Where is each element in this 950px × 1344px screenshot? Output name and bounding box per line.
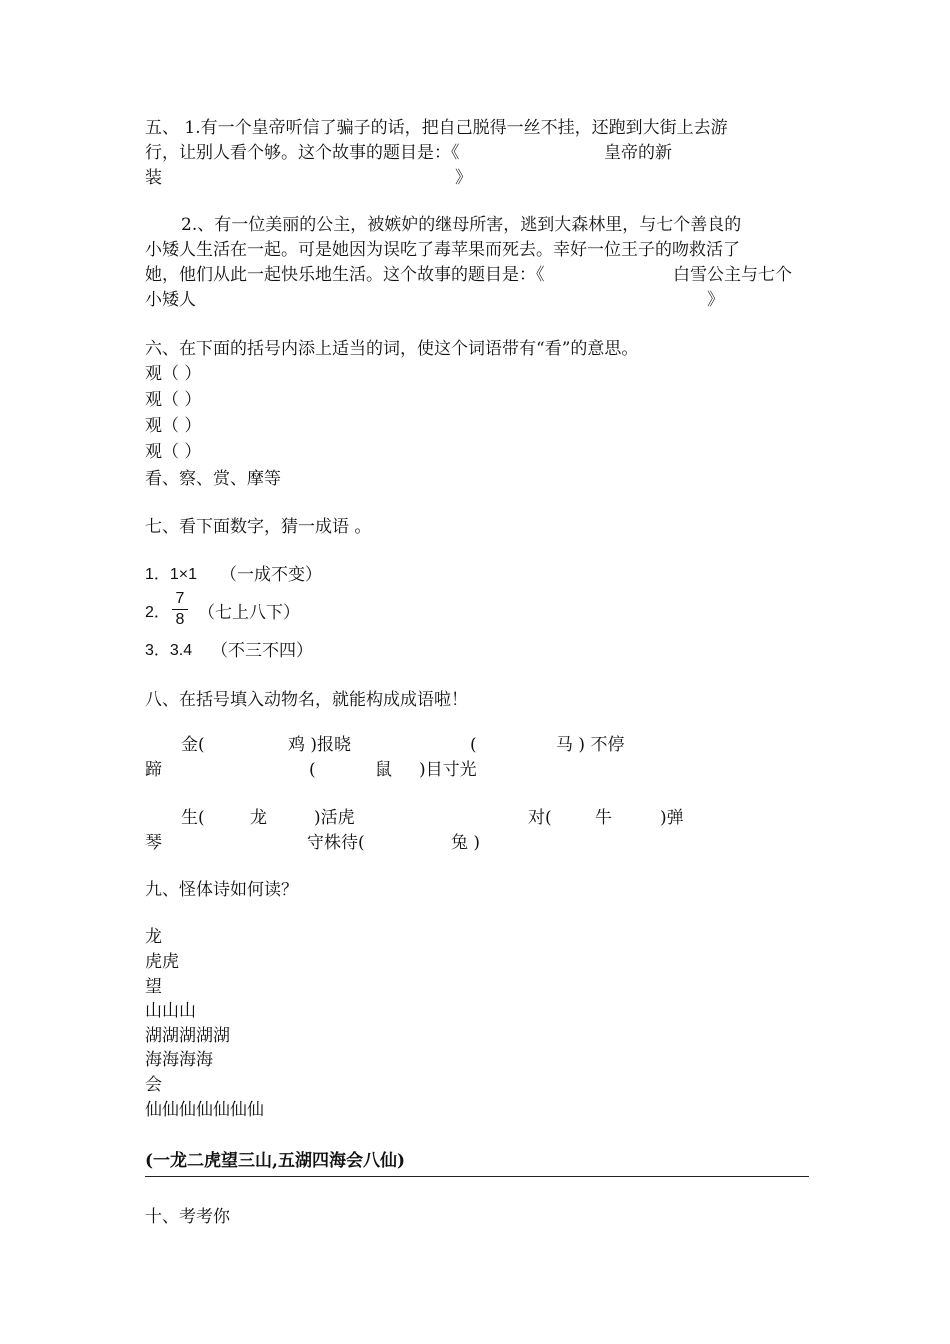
q8-row3-e: 牛 xyxy=(595,808,612,828)
q6-item: 观（ ） xyxy=(145,442,202,462)
q8-title: 八、在括号填入动物名，就能构成成语啦！ xyxy=(145,690,468,710)
q9-poem-line: 湖湖湖湖湖 xyxy=(145,1026,230,1046)
fraction-seven-eighths xyxy=(172,590,188,629)
q10-title: 十、考考你 xyxy=(145,1207,230,1227)
q5-p2-line-3b: 白雪公主与七个 xyxy=(673,265,792,285)
q7-item-3-number: 3．3.4 xyxy=(145,642,193,659)
q6-item: 观（ ） xyxy=(145,390,202,410)
q8-row1-a: 金( xyxy=(181,735,205,755)
q5-p2-line-2: 小矮人生活在一起。可是她因为误吃了毒苹果而死去。幸好一位王子的吻救活了 xyxy=(145,240,740,260)
q9-poem-line: 海海海海 xyxy=(145,1050,213,1070)
horizontal-rule xyxy=(145,1176,809,1177)
q9-poem-line: 仙仙仙仙仙仙仙 xyxy=(145,1100,264,1120)
q8-row1-b: 鸡 )报晓 xyxy=(288,735,352,755)
fraction-denominator: 8 xyxy=(175,611,185,628)
q8-row3-b: 龙 xyxy=(250,808,267,828)
q9-poem-line: 望 xyxy=(145,977,162,997)
q8-row2-c: 鼠 xyxy=(375,760,392,780)
q8-row1-c: ( xyxy=(470,735,477,755)
q9-poem-line: 会 xyxy=(145,1075,162,1095)
q8-row3-a: 生( xyxy=(181,808,205,828)
fraction-bar xyxy=(172,609,188,610)
q8-row1-d: 马 ) 不停 xyxy=(556,735,625,755)
q8-row2-a: 蹄 xyxy=(145,760,162,780)
q8-row2-b: ( xyxy=(309,760,316,780)
q7-item-1-answer: （一成不变） xyxy=(220,565,322,585)
q8-row3-f: )弹 xyxy=(660,808,684,828)
fraction-numerator: 7 xyxy=(175,590,185,607)
q5-line-2a: 行，让别人看个够。这个故事的题目是：《 xyxy=(145,143,460,163)
q9-poem-line: 虎虎 xyxy=(145,952,179,972)
q5-p2-line-1: 2.、有一位美丽的公主，被嫉妒的继母所害，逃到大森林里，与七个善良的 xyxy=(181,215,742,235)
q9-title: 九、怪体诗如何读？ xyxy=(145,880,298,900)
q8-row3-d: 对( xyxy=(528,808,552,828)
q8-row2-d: )目寸光 xyxy=(419,760,477,780)
q5-line-3a: 装 xyxy=(145,168,162,188)
q9-poem-line: 龙 xyxy=(145,927,162,947)
q7-item-2-number: 2． xyxy=(145,604,170,621)
q8-row4-b: 守株待( xyxy=(307,833,365,853)
q5-line-2b: 皇帝的新 xyxy=(604,143,672,163)
q6-item: 观（ ） xyxy=(145,416,202,436)
q5-p2-line-4a: 小矮人 xyxy=(145,290,196,310)
q5-p2-line-3a: 她，他们从此一起快乐地生活。这个故事的题目是：《 xyxy=(145,265,545,285)
q5-p2-line-4b: 》 xyxy=(707,290,724,310)
q7-title: 七、看下面数字，猜一成语 。 xyxy=(145,517,372,537)
q5-line-3b: 》 xyxy=(455,168,472,188)
q6-item: 观（ ） xyxy=(145,364,202,384)
q8-row4-c: 兔 ) xyxy=(451,833,481,853)
q5-line-1: 五、 1.有一个皇帝听信了骗子的话，把自己脱得一丝不挂，还跑到大街上去游 xyxy=(145,118,728,138)
q7-item-1-number: 1．1×1 xyxy=(145,566,198,583)
q9-answer: (一龙二虎望三山,五湖四海会八仙) xyxy=(145,1151,406,1171)
q7-item-2-answer: （七上八下） xyxy=(198,603,300,623)
q9-poem-line: 山山山 xyxy=(145,1001,196,1021)
q6-answer: 看、察、赏、摩等 xyxy=(145,469,281,489)
q8-row4-a: 琴 xyxy=(145,833,162,853)
q6-title: 六、在下面的括号内添上适当的词，使这个词语带有“看”的意思。 xyxy=(145,339,639,359)
q7-item-3-answer: （不三不四） xyxy=(211,641,313,661)
q8-row3-c: )活虎 xyxy=(314,808,355,828)
